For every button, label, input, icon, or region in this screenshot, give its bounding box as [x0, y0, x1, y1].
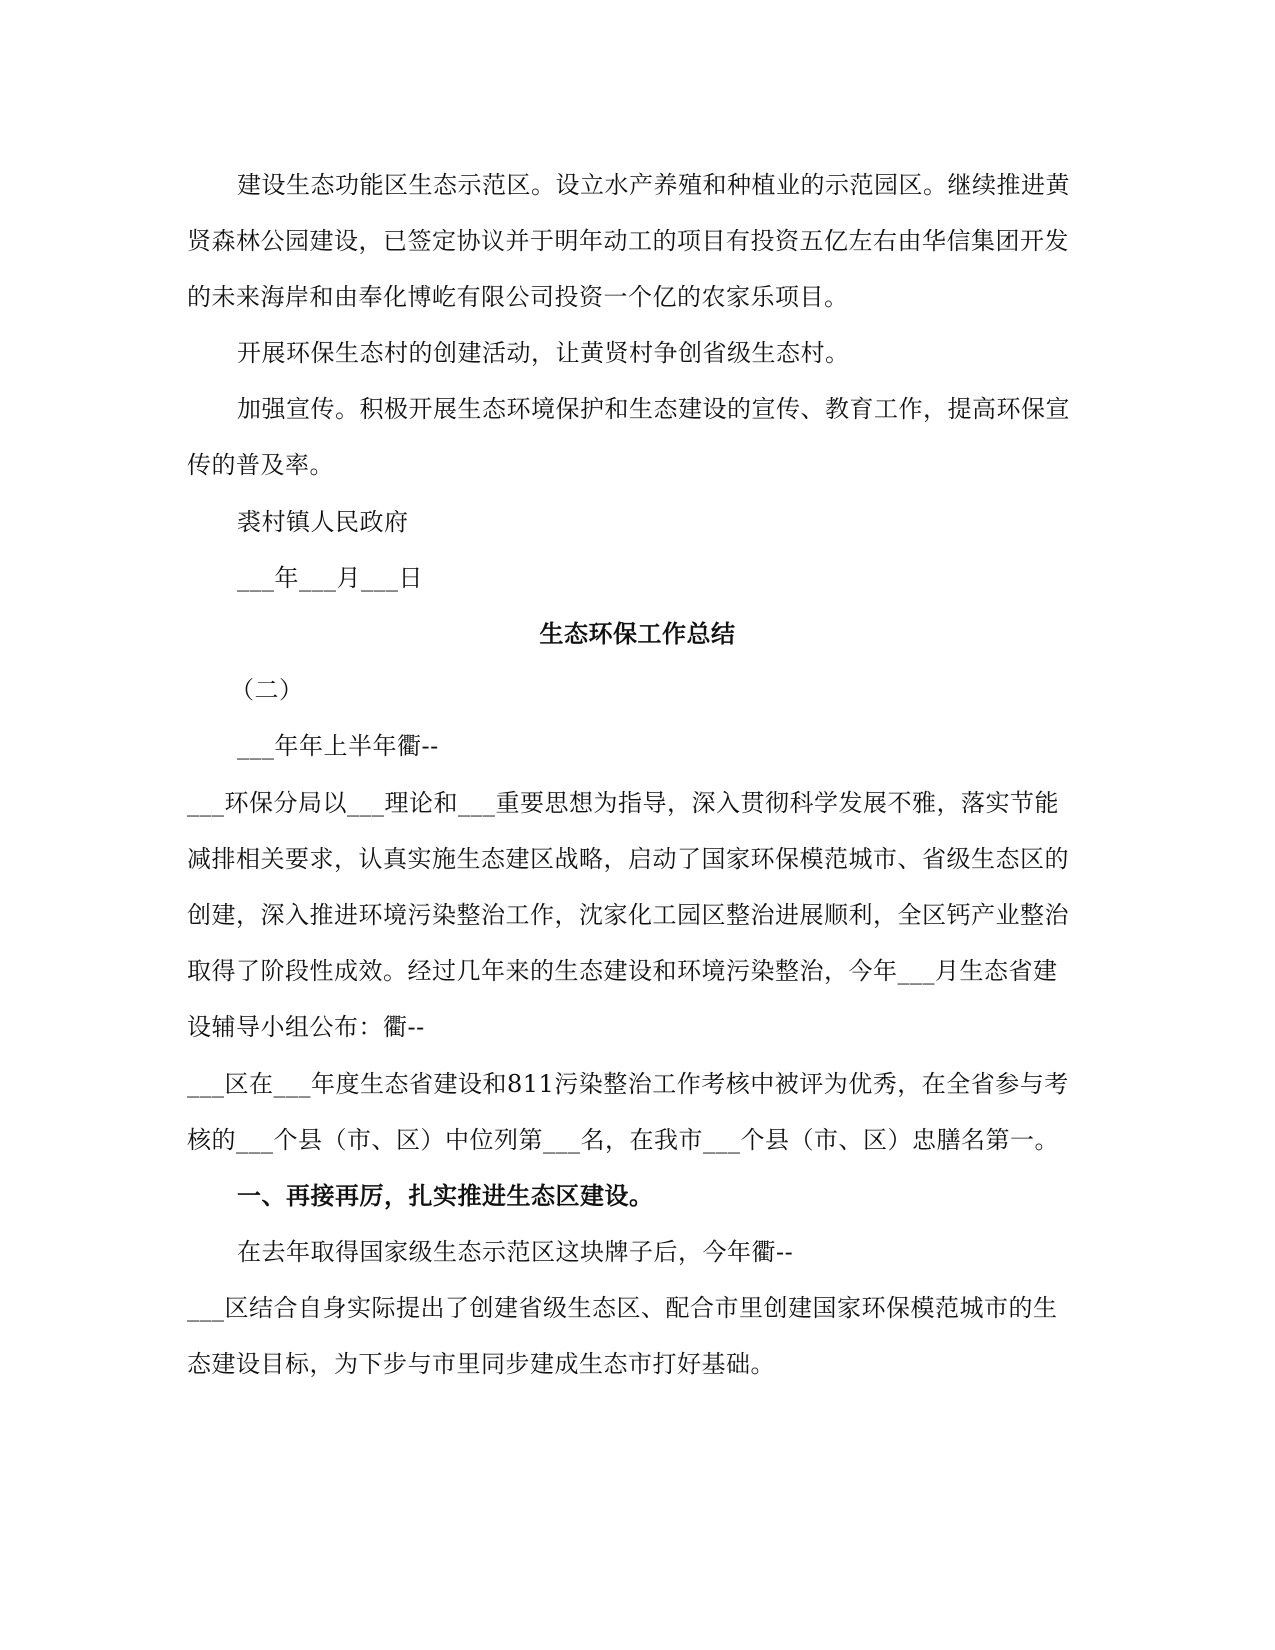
paragraph-line: 创建，深入推进环境污染整治工作，沈家化工园区整治进展顺利，全区钙产业整治 [187, 901, 1069, 929]
paragraph-line: ___区结合自身实际提出了创建省级生态区、配合市里创建国家环保模范城市的生 [187, 1294, 1058, 1322]
paragraph-line: ___年年上半年衢-- [237, 732, 439, 760]
paragraph-line: 贤森林公园建设，已签定协议并于明年动工的项目有投资五亿左右由华信集团开发 [187, 227, 1069, 255]
signature-org: 裘村镇人民政府 [237, 508, 409, 536]
paragraph-line: 核的___个县（市、区）中位列第___名，在我市___个县（市、区）忠膳名第一。 [187, 1126, 1059, 1154]
paragraph-line: 开展环保生态村的创建活动，让黄贤村争创省级生态村。 [237, 339, 850, 367]
paragraph-line: 的未来海岸和由奉化博屹有限公司投资一个亿的农家乐项目。 [187, 283, 849, 311]
paragraph-line: 设辅导小组公布：衢-- [187, 1013, 425, 1041]
paragraph-line: ___区在___年度生态省建设和811污染整治工作考核中被评为优秀，在全省参与考 [187, 1070, 1069, 1098]
signature-date: ___年___月___日 [237, 564, 423, 592]
paragraph-line: 建设生态功能区生态示范区。设立水产养殖和种植业的示范园区。继续推进黄 [237, 171, 1070, 199]
section-number: （二） [230, 676, 304, 704]
paragraph-line: ___环保分局以___理论和___重要思想为指导，深入贯彻科学发展不雅，落实节能 [187, 789, 1059, 817]
paragraph-line: 传的普及率。 [187, 451, 334, 479]
paragraph-line: 在去年取得国家级生态示范区这块牌子后，今年衢-- [237, 1238, 794, 1266]
section-title: 生态环保工作总结 [539, 619, 736, 648]
paragraph-line: 减排相关要求，认真实施生态建区战略，启动了国家环保模范城市、省级生态区的 [187, 845, 1069, 873]
paragraph-line: 态建设目标，为下步与市里同步建成生态市打好基础。 [187, 1350, 775, 1378]
paragraph-line: 加强宣传。积极开展生态环境保护和生态建设的宣传、教育工作，提高环保宣 [237, 395, 1070, 423]
section-heading: 一、再接再厉，扎实推进生态区建设。 [237, 1181, 654, 1210]
paragraph-line: 取得了阶段性成效。经过几年来的生态建设和环境污染整治，今年___月生态省建 [187, 957, 1058, 985]
